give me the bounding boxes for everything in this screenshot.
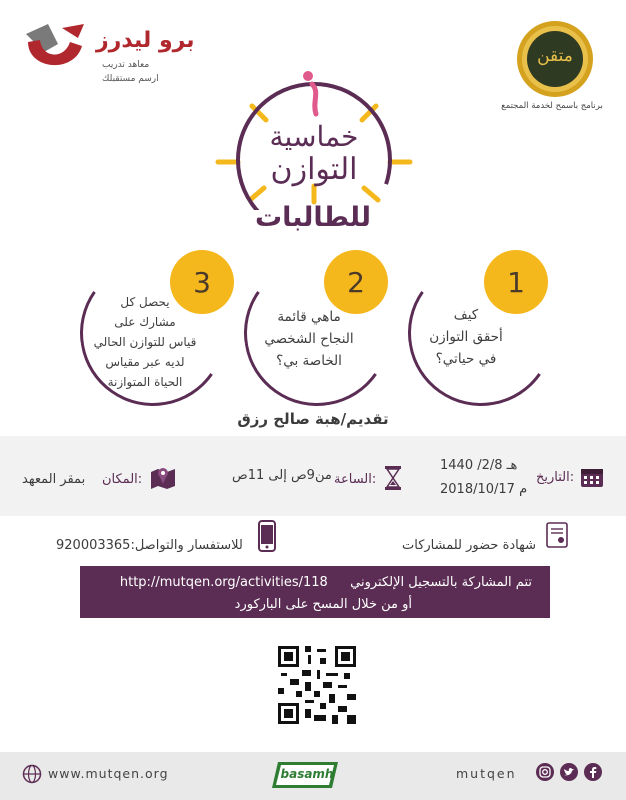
calendar-icon — [580, 466, 604, 488]
step-line: لديه عبر مقياس — [105, 355, 185, 369]
registration-line-2: أو من خلال المسح على الباركورد — [234, 597, 412, 612]
basamh-logo — [272, 758, 342, 792]
certificate-icon — [546, 522, 568, 548]
registration-line-1 — [120, 575, 532, 590]
time-label: الساعة: — [334, 472, 377, 487]
step-line: كيف — [453, 307, 479, 323]
globe-icon — [22, 764, 42, 784]
website-link[interactable]: www.mutqen.org — [48, 766, 169, 781]
step-1 — [404, 238, 562, 408]
hourglass-icon — [384, 466, 402, 490]
social-handle: mutqen — [456, 766, 517, 781]
step-line: مشارك على — [114, 315, 176, 329]
step-text — [406, 304, 526, 370]
step-line: قياس للتوازن الحالي — [93, 335, 197, 349]
twitter-icon[interactable] — [560, 763, 578, 781]
date-hijri: 1440 /2/8 هـ — [440, 458, 518, 473]
step-text — [76, 292, 214, 392]
step-2 — [240, 238, 398, 408]
qr-code[interactable] — [278, 646, 356, 724]
facebook-icon[interactable] — [584, 763, 602, 781]
phone-icon — [258, 520, 276, 552]
title-emblem — [212, 62, 416, 210]
step-line: الحياة المتوازنة — [107, 375, 183, 389]
step-line: النجاح الشخصي — [264, 331, 354, 347]
map-pin-icon — [150, 464, 176, 490]
step-number: 2 — [324, 250, 388, 314]
step-text — [244, 306, 374, 372]
brand-tagline-2: ارسم مستقبلك — [102, 74, 159, 84]
audience-title: للطالبات — [254, 202, 372, 233]
event-info-band — [0, 436, 626, 516]
step-line: أحقق التوازن — [429, 329, 503, 345]
place-value: بمقر المعهد — [22, 472, 86, 487]
step-line: ماهي قائمة — [277, 309, 341, 325]
footer — [0, 752, 626, 800]
sponsor-name: basamh — [280, 767, 334, 781]
registration-box — [80, 566, 550, 618]
title-line-2: التوازن — [270, 152, 358, 187]
step-3 — [76, 238, 234, 408]
certificate-note: شهادة حضور للمشاركات — [402, 538, 537, 553]
brand-tagline: معاهد تدريب — [102, 60, 150, 70]
presenter: تقديم/هبة صالح رزق — [237, 410, 389, 428]
registration-text: تتم المشاركة بالتسجيل الإلكتروني — [350, 575, 532, 590]
title-line-1: خماسية — [269, 120, 359, 153]
date-label: التاريخ: — [536, 470, 575, 485]
place-label: المكان: — [102, 472, 143, 487]
brand-name: برو ليدرز — [96, 28, 195, 53]
time-value: من9ص إلى 11ص — [232, 468, 332, 483]
step-line: في حياتي؟ — [435, 351, 497, 367]
step-line: الخاصة بي؟ — [276, 353, 342, 369]
instagram-icon[interactable] — [536, 763, 554, 781]
registration-link[interactable]: http://mutqen.org/activities/118 — [119, 575, 328, 590]
seal-text: متقن — [537, 46, 573, 66]
date-gregorian: 2018/10/17 م — [440, 482, 528, 497]
seal-caption: برنامج باسمح لخدمة المجتمع — [501, 101, 603, 111]
step-number: 1 — [484, 250, 548, 314]
proleaders-logo — [18, 18, 195, 88]
step-line: يحصل كل — [120, 295, 170, 309]
mutqen-seal — [516, 20, 594, 98]
contact-info: للاستفسار والتواصل:920003365 — [56, 538, 243, 553]
step-number: 3 — [170, 250, 234, 314]
